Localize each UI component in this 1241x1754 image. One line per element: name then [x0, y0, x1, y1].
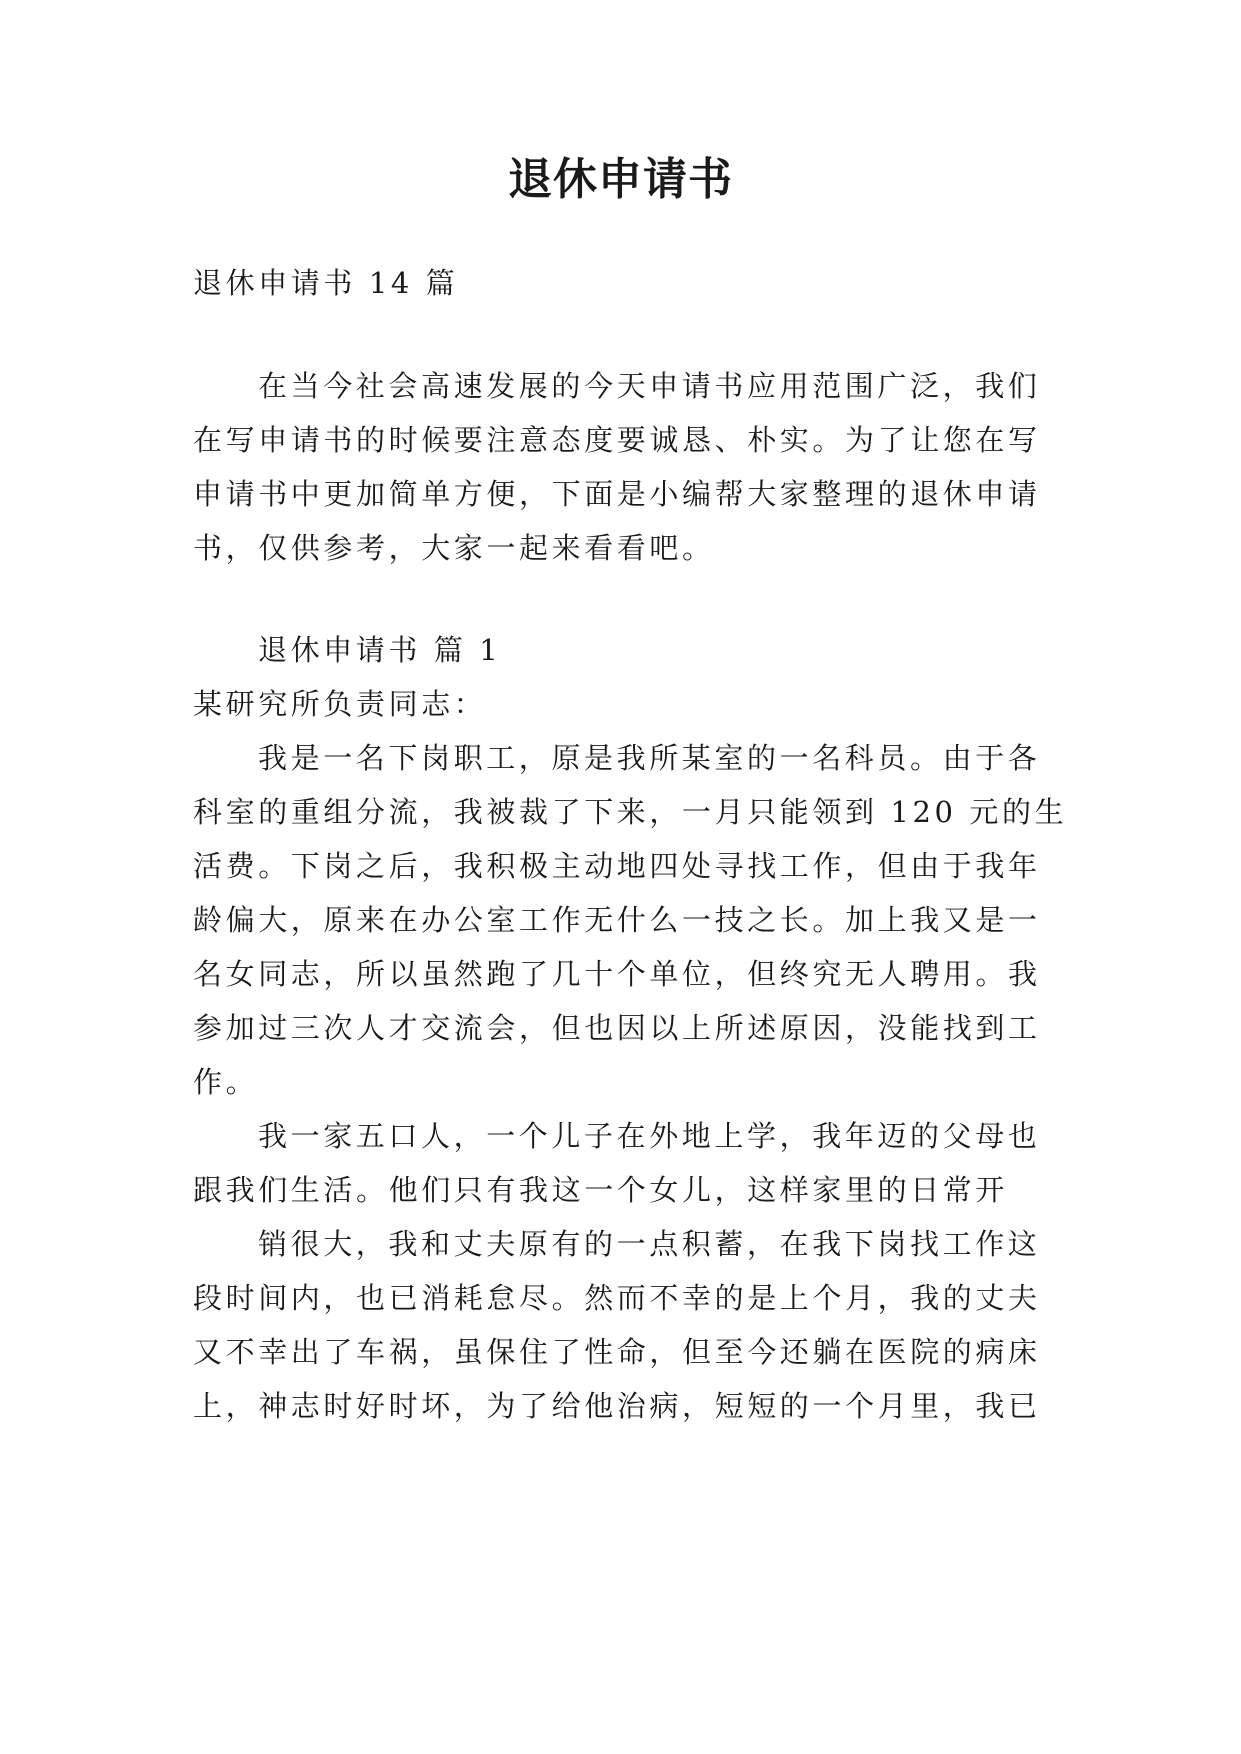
intro-line-4: 书，仅供参考，大家一起来看看吧。 [193, 531, 715, 565]
salutation: 某研究所负责同志： [193, 687, 487, 721]
body-line-7: 作。 [193, 1065, 259, 1099]
body-line-3: 活费。下岗之后，我积极主动地四处寻找工作，但由于我年 [193, 849, 1041, 883]
section-heading: 退休申请书 篇 1 [258, 633, 502, 667]
body-line-8: 我一家五口人，一个儿子在外地上学，我年迈的父母也 [258, 1119, 1041, 1153]
body-line-5: 名女同志，所以虽然跑了几十个单位，但终究无人聘用。我 [193, 957, 1041, 991]
body-line-2: 科室的重组分流，我被裁了下来，一月只能领到 120 元的生 [193, 795, 1068, 829]
body-line-6: 参加过三次人才交流会，但也因以上所述原因，没能找到工 [193, 1011, 1041, 1045]
intro-line-3: 申请书中更加简单方便，下面是小编帮大家整理的退休申请 [193, 477, 1041, 511]
body-line-13: 上，神志时好时坏，为了给他治病，短短的一个月里，我已 [193, 1389, 1041, 1423]
body-line-10: 销很大，我和丈夫原有的一点积蓄，在我下岗找工作这 [258, 1227, 1041, 1261]
body-line-9: 跟我们生活。他们只有我这一个女儿，这样家里的日常开 [193, 1173, 1009, 1207]
body-line-11: 段时间内，也已消耗怠尽。然而不幸的是上个月，我的丈夫 [193, 1281, 1041, 1315]
document-title: 退休申请书 [508, 154, 733, 205]
body-line-12: 又不幸出了车祸，虽保住了性命，但至今还躺在医院的病床 [193, 1335, 1041, 1369]
intro-line-1: 在当今社会高速发展的今天申请书应用范围广泛，我们 [258, 369, 1041, 403]
body-line-1: 我是一名下岗职工，原是我所某室的一名科员。由于各 [258, 741, 1041, 775]
body-line-4: 龄偏大，原来在办公室工作无什么一技之长。加上我又是一 [193, 903, 1041, 937]
intro-line-2: 在写申请书的时候要注意态度要诚恳、朴实。为了让您在写 [193, 423, 1041, 457]
document-subtitle: 退休申请书 14 篇 [193, 266, 459, 300]
